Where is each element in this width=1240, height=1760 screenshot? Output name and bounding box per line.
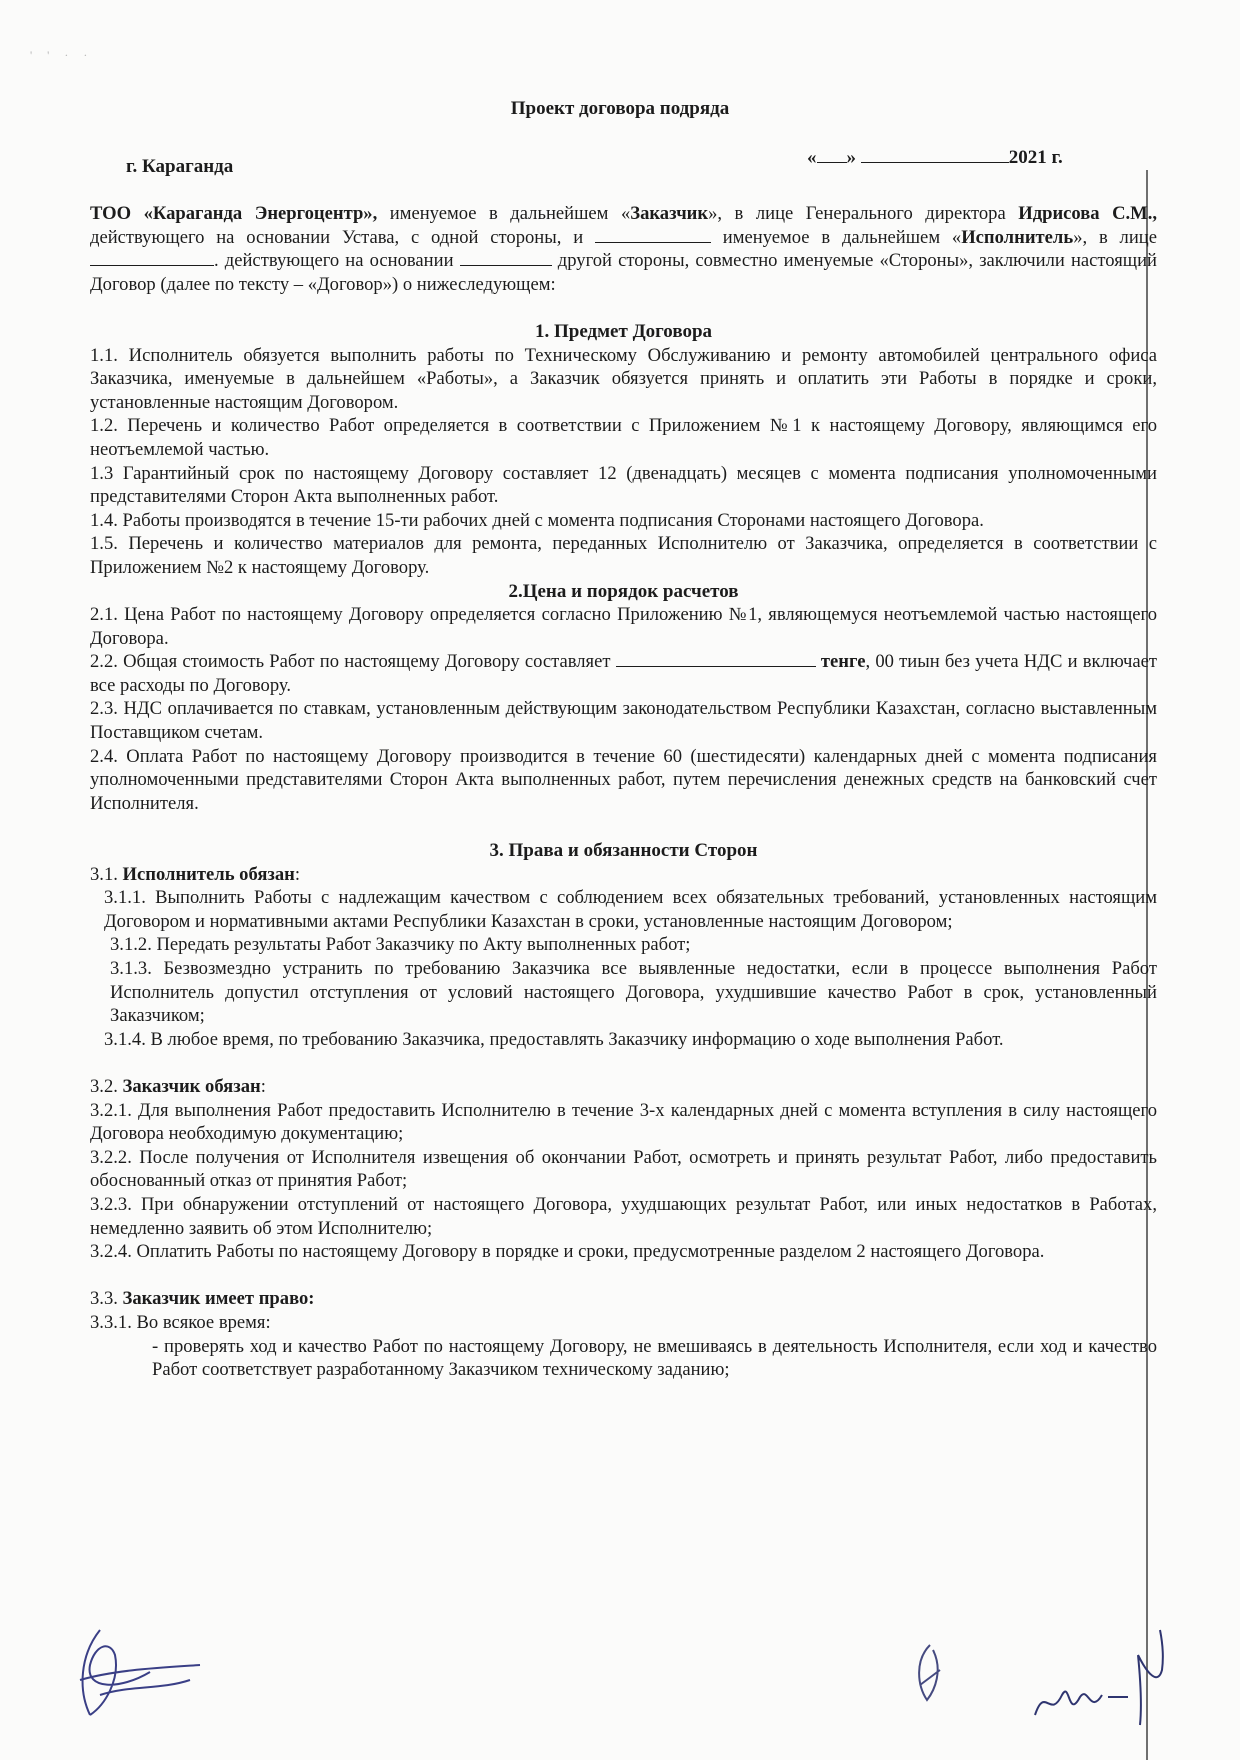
contractor-name-blank[interactable] <box>595 228 711 243</box>
preamble-text: другой стороны, совместно именуемые «Стороны», заключили настоящий Договор (далее по тексту – «Договор») о нижеследующем: <box>90 250 1157 295</box>
clause-number: 3.2. <box>90 1075 123 1097</box>
clause-2-3: 2.3. НДС оплачивается по ставкам, установленным действующим законодательством Республики Казахстан, согласно выставленным Поставщиком счетам. <box>90 698 1157 744</box>
spacer <box>90 1264 1157 1288</box>
city: г. Караганда <box>126 156 234 177</box>
clause-title: Заказчик обязан <box>122 1075 261 1097</box>
preamble-text: именуемое в дальнейшем « <box>377 203 631 224</box>
company-name: ТОО «Караганда Энергоцентр», <box>90 203 378 224</box>
date-month-blank[interactable] <box>861 148 1009 163</box>
total-cost-blank[interactable] <box>616 652 816 667</box>
left-signature <box>60 1610 210 1730</box>
clause-1-4: 1.4. Работы производятся в течение 15-ти рабочих дней с момента подписания Сторонами настоящего Договора. <box>90 509 984 531</box>
spacer <box>90 296 1157 320</box>
document-body <box>90 202 1157 1382</box>
clause-1-1: 1.1. Исполнитель обязуется выполнить работы по Техническому Обслуживанию и ремонту автомобилей центрального офиса Заказчика, именуемые в дальнейшем «Работы», а Заказчик обязуется принять и оплатить эти Работы в порядке и сроки, установленные настоящим Договором. <box>90 344 1157 413</box>
clause-2-2 <box>90 650 1157 697</box>
customer-term: Заказчик <box>630 203 709 224</box>
clause-text: 2.2. Общая стоимость Работ по настоящему Договору составляет <box>90 651 616 673</box>
clause-text: , 00 тиын без учета НДС и включает все расходы по Договору. <box>90 651 1157 696</box>
clause-title: Исполнитель обязан <box>122 863 295 885</box>
clause-3-3-1-item: - проверять ход и качество Работ по настоящему Договору, не вмешиваясь в деятельность Исполнителя, если ход и качество Работ соответствует разработанному Заказчиком техническому заданию; <box>152 1335 1157 1381</box>
middle-signature <box>905 1640 955 1710</box>
preamble-text: », в лице <box>1073 226 1157 248</box>
date-day-blank[interactable] <box>817 148 847 163</box>
clause-3-2-3: 3.2.3. При обнаружении отступлений от настоящего Договора, ухудшающих результат Работ, или иных недостатков в Работах, немедленно заявить об этом Исполнителю; <box>90 1193 1157 1239</box>
currency: тенге <box>820 651 866 673</box>
clause-3-1-4: 3.1.4. В любое время, по требованию Заказчика, предоставлять Заказчику информацию о ходе выполнения Работ. <box>104 1028 1004 1050</box>
clause-3-3-1: 3.3.1. Во всякое время: <box>90 1311 271 1333</box>
clause-3-2 <box>90 1075 1157 1099</box>
clause-3-1-3: 3.1.3. Безвозмездно устранить по требованию Заказчика все выявленные недостатки, если в процессе выполнения Работ Исполнитель допустил отступления от условий настоящего Договора, ухудшившие качество Работ в срок, установленный Заказчиком; <box>110 958 1157 1027</box>
preamble-text: », в лице Генерального директора <box>708 203 1019 224</box>
section-3-heading: 3. Права и обязанности Сторон <box>489 840 758 862</box>
section-1-heading: 1. Предмет Договора <box>534 320 713 342</box>
contract-date <box>807 147 1063 169</box>
date-open-quote: « <box>807 147 817 168</box>
spacer <box>90 1051 1157 1075</box>
clause-3-2-4: 3.2.4. Оплатить Работы по настоящему Договору в порядке и сроки, предусмотренные разделом 2 настоящего Договора. <box>90 1241 1045 1263</box>
director-name: Идрисова С.М., <box>1018 203 1158 224</box>
contractor-term: Исполнитель <box>961 226 1074 248</box>
section-2-heading: 2.Цена и порядок расчетов <box>508 580 739 602</box>
clause-3-3 <box>90 1287 1157 1311</box>
preamble <box>90 202 1157 296</box>
date-year: 2021 г. <box>1008 147 1063 168</box>
basis-blank[interactable] <box>460 251 552 266</box>
clause-2-4: 2.4. Оплата Работ по настоящему Договору производится в течение 60 (шестидесяти) календарных дней с момента подписания уполномоченными представителями Сторон Акта выполненных работ, путем перечисления денежных средств на банковский счет Исполнителя. <box>90 745 1157 814</box>
clause-3-1-1: 3.1.1. Выполнить Работы с надлежащим качеством с соблюдением всех обязательных требований, установленных настоящим Договором и нормативными актами Республики Казахстан в сроки, установленные настоящим Договором; <box>104 887 1157 932</box>
clause-title: Заказчик имеет право: <box>122 1288 315 1310</box>
clause-2-1: 2.1. Цена Работ по настоящему Договору определяется согласно Приложению №1, являющемуся неотъемлемой частью настоящего Договора. <box>90 604 1157 649</box>
clause-number: 3.1. <box>90 863 123 885</box>
right-signature <box>1030 1625 1170 1735</box>
clause-text: : <box>294 863 301 885</box>
clause-3-2-1: 3.2.1. Для выполнения Работ предоставить Исполнителю в течение 3-х календарных дней с момента вступления в силу настоящего Договора необходимую документацию; <box>90 1099 1157 1145</box>
document-title: Проект договора подряда <box>510 98 730 119</box>
date-close-quote: » <box>846 147 856 168</box>
clause-1-2: 1.2. Перечень и количество Работ определяется в соответствии с Приложением №1 к настоящему Договору, являющимся его неотъемлемой частью. <box>90 415 1157 460</box>
preamble-text: действующего на основании Устава, с одной стороны, и <box>90 226 595 248</box>
spacer <box>90 815 1157 839</box>
clause-3-1-2: 3.1.2. Передать результаты Работ Заказчику по Акту выполненных работ; <box>110 934 691 956</box>
clause-3-2-2: 3.2.2. После получения от Исполнителя извещения об окончании Работ, осмотреть и принять результат Работ, либо предоставить обоснованный отказ от принятия Работ; <box>90 1146 1157 1192</box>
clause-3-1 <box>90 863 1157 887</box>
clause-1-3: 1.3 Гарантийный срок по настоящему Договору составляет 12 (двенадцать) месяцев с момента подписания уполномоченными представителями Сторон Акта выполненных работ. <box>90 462 1157 508</box>
clause-1-5: 1.5. Перечень и количество материалов для ремонта, переданных Исполнителю от Заказчика, определяется в соответствии с Приложением №2 к настоящему Договору. <box>90 533 1157 578</box>
representative-blank[interactable] <box>90 251 214 266</box>
clause-number: 3.3. <box>90 1288 123 1310</box>
clause-text: : <box>260 1075 266 1097</box>
preamble-text: именуемое в дальнейшем « <box>710 226 962 248</box>
scan-marks: ' ' · · <box>30 48 94 62</box>
preamble-text: . действующего на основании <box>214 250 460 272</box>
